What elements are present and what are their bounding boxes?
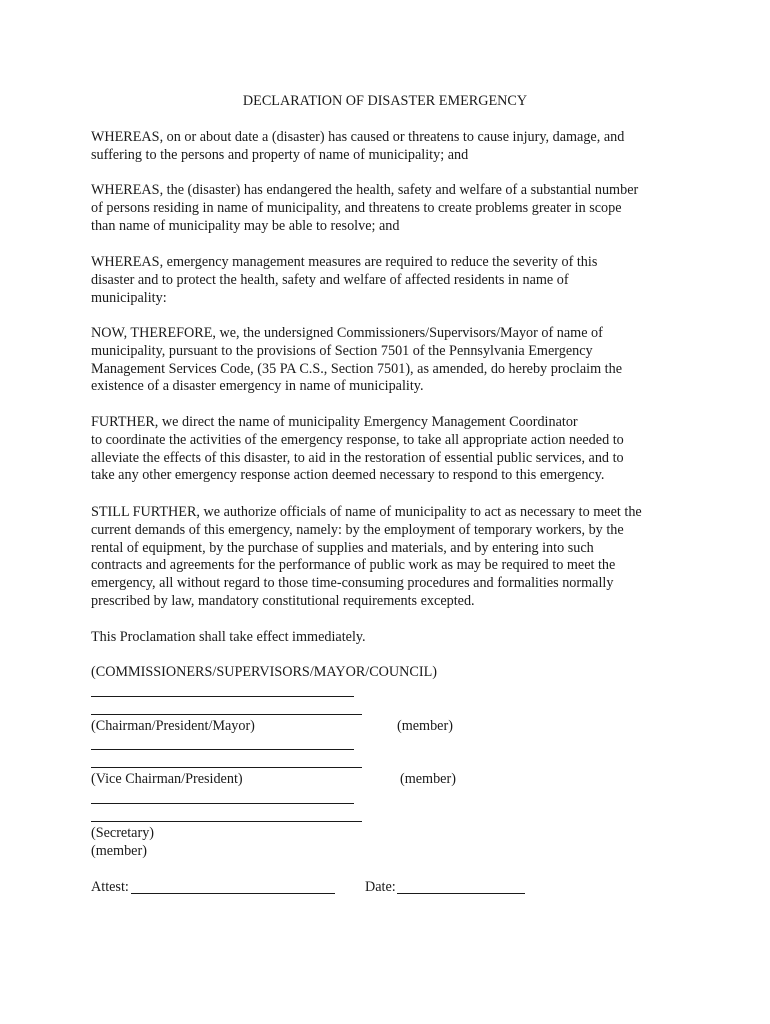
date-entry-line[interactable] [397, 893, 525, 894]
text-line: than name of municipality may be able to resolve; and [91, 217, 400, 234]
further-paragraph [91, 414, 691, 485]
text-line: suffering to the persons and property of name of municipality; and [91, 146, 469, 163]
signatures-heading: (COMMISSIONERS/SUPERVISORS/MAYOR/COUNCIL) [91, 664, 437, 680]
now-therefore-paragraph [91, 325, 691, 396]
text-line: contracts and agreements for the performance of public work as may be required to meet the [91, 557, 616, 574]
member-label: (member) [397, 718, 453, 734]
signature-line[interactable] [91, 696, 354, 697]
chairman-label: (Chairman/President/Mayor) [91, 718, 255, 734]
whereas-paragraph-1 [91, 129, 691, 165]
text-line: municipality, pursuant to the provisions of Section 7501 of the Pennsylvania Emergency [91, 342, 593, 359]
member-label: (member) [91, 843, 147, 859]
text-line: current demands of this emergency, namely: by the employment of temporary workers, by the [91, 521, 624, 538]
attest-signature-line[interactable] [131, 893, 335, 894]
signature-line[interactable] [91, 749, 354, 750]
still-further-paragraph [91, 504, 691, 611]
whereas-paragraph-3 [91, 254, 691, 307]
signature-line[interactable] [91, 714, 362, 715]
text-line: emergency, all without regard to those time-consuming procedures and formalities normally [91, 575, 614, 592]
date-label: Date: [365, 879, 396, 895]
text-line: alleviate the effects of this disaster, to aid in the restoration of essential public services, and to [91, 449, 624, 466]
document-title: DECLARATION OF DISASTER EMERGENCY [242, 93, 528, 109]
secretary-label: (Secretary) [91, 825, 155, 841]
attest-label: Attest: [91, 879, 129, 895]
text-line: take any other emergency response action deemed necessary to respond to this emergency. [91, 467, 605, 484]
text-line: Management Services Code, (35 PA C.S., Section 7501), as amended, do hereby proclaim the [91, 360, 623, 377]
text-line: STILL FURTHER, we authorize officials of name of municipality to act as necessary to meet the [91, 504, 642, 520]
member-label: (member) [400, 771, 456, 787]
effective-paragraph [91, 629, 691, 647]
text-line: FURTHER, we direct the name of municipality Emergency Management Coordinator [91, 414, 578, 430]
text-line: WHEREAS, emergency management measures are required to reduce the severity of this [91, 254, 598, 270]
text-line: prescribed by law, mandatory constitutional requirements excepted. [91, 592, 475, 609]
text-line: of persons residing in name of municipality, and threatens to create problems greater in scope [91, 199, 622, 216]
text-line: existence of a disaster emergency in name of municipality. [91, 378, 424, 395]
signature-line[interactable] [91, 803, 354, 804]
text-line: This Proclamation shall take effect immediately. [91, 629, 366, 645]
whereas-paragraph-2 [91, 182, 691, 235]
text-line: NOW, THEREFORE, we, the undersigned Commissioners/Supervisors/Mayor of name of [91, 325, 603, 341]
text-line: WHEREAS, the (disaster) has endangered the health, safety and welfare of a substantial number [91, 182, 639, 198]
text-line: rental of equipment, by the purchase of supplies and materials, and by entering into such [91, 539, 594, 556]
signature-line[interactable] [91, 767, 362, 768]
vice-chairman-label: (Vice Chairman/President) [91, 771, 243, 787]
text-line: municipality: [91, 289, 167, 306]
text-line: to coordinate the activities of the emergency response, to take all appropriate action needed to [91, 431, 624, 448]
text-line: disaster and to protect the health, safety and welfare of affected residents in name of [91, 271, 569, 288]
signature-line[interactable] [91, 821, 362, 822]
text-line: WHEREAS, on or about date a (disaster) has caused or threatens to cause injury, damage, and [91, 129, 625, 145]
